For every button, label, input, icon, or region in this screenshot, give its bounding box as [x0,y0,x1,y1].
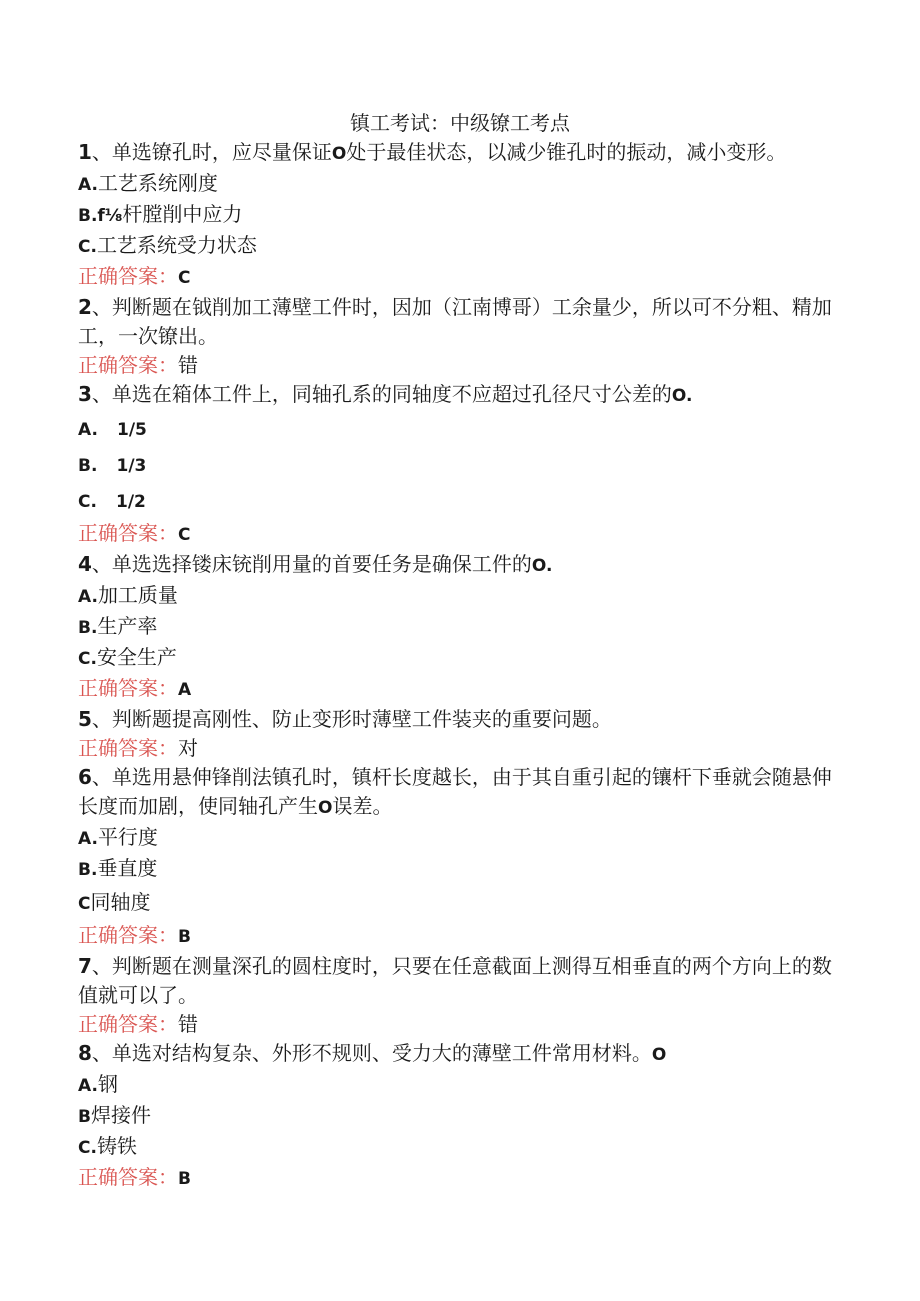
option-a: A.平行度 [78,825,158,849]
answer-line: 正确答案：错 [78,1012,198,1036]
answer-line: 正确答案：C [78,264,191,288]
option-b: B.生产率 [78,614,158,638]
option-c: C.安全生产 [78,645,177,669]
question-number: 4 [78,552,92,576]
question-2: 2、判断题在钺削加工薄壁工件时，因加（江南博哥）工余量少，所以可不分粗、精加工，一次镣出。 [78,295,832,348]
question-number: 1 [78,140,92,164]
answer-line: 正确答案：C [78,521,191,545]
option-a: A.加工质量 [78,583,178,607]
question-number: 5 [78,707,92,731]
question-number: 2 [78,295,92,319]
question-6: 6、单选用悬伸锋削法镇孔时，镇杆长度越长，由于其自重引起的镶杆下垂就会随悬伸长度而加剧，使同轴孔产生O误差。 [78,765,832,818]
option-a: A.工艺系统刚度 [78,171,218,195]
option-c: C.铸铁 [78,1134,137,1158]
option-a: A. 1/5 [78,420,147,440]
question-5: 5、判断题提高刚性、防止变形时薄壁工件装夹的重要问题。 [78,707,612,731]
question-3: 3、单选在箱体工件上，同轴孔系的同轴度不应超过孔径尺寸公差的O. [78,382,693,406]
question-number: 3 [78,382,92,406]
option-a: A.钢 [78,1072,118,1096]
question-number: 8 [78,1041,92,1065]
option-c: C. 1/2 [78,492,146,512]
answer-line: 正确答案：B [78,923,191,947]
option-c: C同轴度 [78,890,151,914]
answer-line: 正确答案：对 [78,736,198,760]
question-4: 4、单选选择镂床铳削用量的首要任务是确保工件的O. [78,552,553,576]
answer-line: 正确答案：A [78,676,192,700]
option-b: B. 1/3 [78,456,147,476]
option-b: B.f⅛杆膛削中应力 [78,202,243,226]
option-b: B.垂直度 [78,856,158,880]
option-c: C.工艺系统受力状态 [78,233,257,257]
document-title: 镇工考试：中级镣工考点 [350,111,570,135]
question-number: 6 [78,765,92,789]
answer-line: 正确答案：B [78,1165,191,1189]
question-list [78,138,838,1194]
question-8: 8、单选对结构复杂、外形不规则、受力大的薄壁工件常用材料。O [78,1041,667,1065]
answer-line: 正确答案：错 [78,353,198,377]
question-7: 7、判断题在测量深孔的圆柱度时，只要在任意截面上测得互相垂直的两个方向上的数值就可以了。 [78,954,832,1007]
question-1: 1、单选镣孔时，应尽量保证O处于最佳状态，以减少锥孔时的振动，减小变形。 [78,140,787,164]
question-number: 7 [78,954,92,978]
option-b: B焊接件 [78,1103,151,1127]
